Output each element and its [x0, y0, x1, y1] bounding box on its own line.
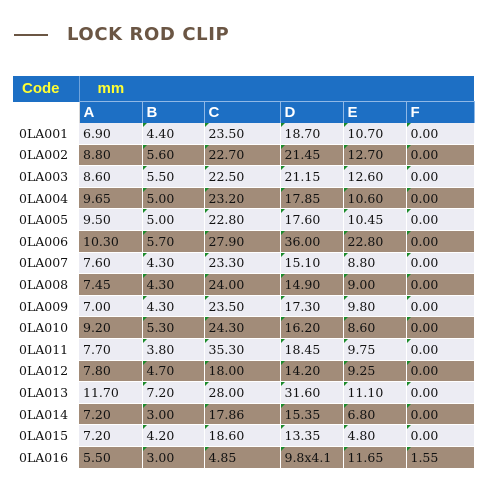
cell-f: 0.00 [406, 360, 474, 382]
cell-a: 7.00 [79, 295, 142, 317]
cell-c: 27.90 [204, 230, 280, 252]
row-code: 0LA012 [13, 360, 79, 382]
table-row [13, 338, 474, 360]
cell-e: 9.75 [343, 338, 406, 360]
cell-f: 0.00 [406, 425, 474, 447]
cell-b: 5.60 [142, 144, 204, 166]
cell-c: 22.80 [204, 209, 280, 231]
cell-d: 18.45 [280, 338, 343, 360]
cell-a: 5.50 [79, 446, 142, 468]
table-row [13, 360, 474, 382]
row-code: 0LA004 [13, 187, 79, 209]
cell-a: 7.20 [79, 403, 142, 425]
cell-b: 5.00 [142, 209, 204, 231]
row-code: 0LA009 [13, 295, 79, 317]
cell-e: 8.80 [343, 252, 406, 274]
cell-f: 0.00 [406, 252, 474, 274]
cell-c: 23.20 [204, 187, 280, 209]
cell-d: 13.35 [280, 425, 343, 447]
cell-d: 18.70 [280, 123, 343, 144]
cell-f: 0.00 [406, 338, 474, 360]
header-row-columns [13, 102, 474, 124]
cell-f: 0.00 [406, 230, 474, 252]
cell-c: 22.50 [204, 166, 280, 188]
cell-e: 12.60 [343, 166, 406, 188]
cell-e: 11.10 [343, 382, 406, 404]
row-code: 0LA002 [13, 144, 79, 166]
cell-d: 21.15 [280, 166, 343, 188]
page-header [14, 24, 229, 45]
cell-e: 9.80 [343, 295, 406, 317]
cell-c: 18.00 [204, 360, 280, 382]
row-code: 0LA014 [13, 403, 79, 425]
cell-d: 15.35 [280, 403, 343, 425]
cell-c: 23.30 [204, 252, 280, 274]
spec-table-container [13, 76, 474, 469]
table-row [13, 295, 474, 317]
cell-e: 4.80 [343, 425, 406, 447]
cell-c: 4.85 [204, 446, 280, 468]
cell-f: 0.00 [406, 144, 474, 166]
row-code: 0LA005 [13, 209, 79, 231]
column-header-e: E [343, 102, 406, 124]
table-row [13, 187, 474, 209]
row-code: 0LA016 [13, 446, 79, 468]
cell-e: 11.65 [343, 446, 406, 468]
cell-f: 0.00 [406, 209, 474, 231]
table-row [13, 317, 474, 339]
unit-header: mm [79, 76, 474, 102]
cell-f: 0.00 [406, 317, 474, 339]
cell-b: 4.20 [142, 425, 204, 447]
cell-e: 10.60 [343, 187, 406, 209]
column-header-a: A [79, 102, 142, 124]
row-code: 0LA010 [13, 317, 79, 339]
cell-a: 9.65 [79, 187, 142, 209]
cell-b: 4.30 [142, 252, 204, 274]
cell-e: 9.25 [343, 360, 406, 382]
row-code: 0LA007 [13, 252, 79, 274]
cell-d: 14.90 [280, 274, 343, 296]
cell-c: 28.00 [204, 382, 280, 404]
cell-a: 7.80 [79, 360, 142, 382]
row-code: 0LA008 [13, 274, 79, 296]
cell-a: 7.45 [79, 274, 142, 296]
cell-a: 7.20 [79, 425, 142, 447]
cell-a: 8.80 [79, 144, 142, 166]
cell-a: 9.50 [79, 209, 142, 231]
cell-e: 22.80 [343, 230, 406, 252]
cell-a: 7.60 [79, 252, 142, 274]
cell-a: 9.20 [79, 317, 142, 339]
cell-b: 5.50 [142, 166, 204, 188]
cell-b: 4.40 [142, 123, 204, 144]
cell-d: 36.00 [280, 230, 343, 252]
cell-e: 8.60 [343, 317, 406, 339]
row-code: 0LA015 [13, 425, 79, 447]
table-row [13, 123, 474, 144]
row-code: 0LA011 [13, 338, 79, 360]
cell-b: 4.30 [142, 295, 204, 317]
code-column-subheader [13, 102, 79, 124]
row-code: 0LA006 [13, 230, 79, 252]
row-code: 0LA013 [13, 382, 79, 404]
cell-c: 18.60 [204, 425, 280, 447]
table-row [13, 274, 474, 296]
cell-b: 7.20 [142, 382, 204, 404]
cell-c: 23.50 [204, 123, 280, 144]
cell-f: 0.00 [406, 382, 474, 404]
spec-table-body [13, 123, 474, 468]
cell-f: 0.00 [406, 123, 474, 144]
cell-e: 10.70 [343, 123, 406, 144]
cell-a: 8.60 [79, 166, 142, 188]
cell-e: 12.70 [343, 144, 406, 166]
cell-e: 10.45 [343, 209, 406, 231]
column-header-d: D [280, 102, 343, 124]
cell-c: 24.30 [204, 317, 280, 339]
cell-f: 0.00 [406, 187, 474, 209]
table-row [13, 144, 474, 166]
table-row [13, 382, 474, 404]
table-row [13, 403, 474, 425]
cell-d: 16.20 [280, 317, 343, 339]
cell-d: 17.60 [280, 209, 343, 231]
cell-d: 15.10 [280, 252, 343, 274]
code-column-header: Code [13, 76, 79, 102]
cell-f: 0.00 [406, 274, 474, 296]
table-row [13, 230, 474, 252]
cell-a: 11.70 [79, 382, 142, 404]
cell-e: 6.80 [343, 403, 406, 425]
cell-c: 22.70 [204, 144, 280, 166]
cell-e: 9.00 [343, 274, 406, 296]
cell-d: 14.20 [280, 360, 343, 382]
cell-f: 0.00 [406, 166, 474, 188]
cell-b: 4.70 [142, 360, 204, 382]
cell-f: 1.55 [406, 446, 474, 468]
cell-b: 5.30 [142, 317, 204, 339]
table-row [13, 252, 474, 274]
cell-d: 21.45 [280, 144, 343, 166]
cell-b: 3.00 [142, 403, 204, 425]
cell-b: 3.00 [142, 446, 204, 468]
spec-table [13, 76, 475, 469]
page-title: LOCK ROD CLIP [67, 24, 230, 45]
column-header-c: C [204, 102, 280, 124]
cell-b: 4.30 [142, 274, 204, 296]
cell-c: 17.86 [204, 403, 280, 425]
cell-b: 5.00 [142, 187, 204, 209]
title-rule [14, 34, 48, 36]
cell-a: 7.70 [79, 338, 142, 360]
row-code: 0LA001 [13, 123, 79, 144]
cell-a: 10.30 [79, 230, 142, 252]
column-header-f: F [406, 102, 474, 124]
cell-d: 9.8x4.1 [280, 446, 343, 468]
cell-d: 17.85 [280, 187, 343, 209]
cell-c: 35.30 [204, 338, 280, 360]
row-code: 0LA003 [13, 166, 79, 188]
column-header-b: B [142, 102, 204, 124]
cell-b: 5.70 [142, 230, 204, 252]
cell-d: 31.60 [280, 382, 343, 404]
cell-d: 17.30 [280, 295, 343, 317]
table-row [13, 446, 474, 468]
table-row [13, 425, 474, 447]
cell-c: 24.00 [204, 274, 280, 296]
table-row [13, 209, 474, 231]
cell-a: 6.90 [79, 123, 142, 144]
header-row-units [13, 76, 474, 102]
cell-b: 3.80 [142, 338, 204, 360]
table-row [13, 166, 474, 188]
cell-c: 23.50 [204, 295, 280, 317]
cell-f: 0.00 [406, 403, 474, 425]
cell-f: 0.00 [406, 295, 474, 317]
